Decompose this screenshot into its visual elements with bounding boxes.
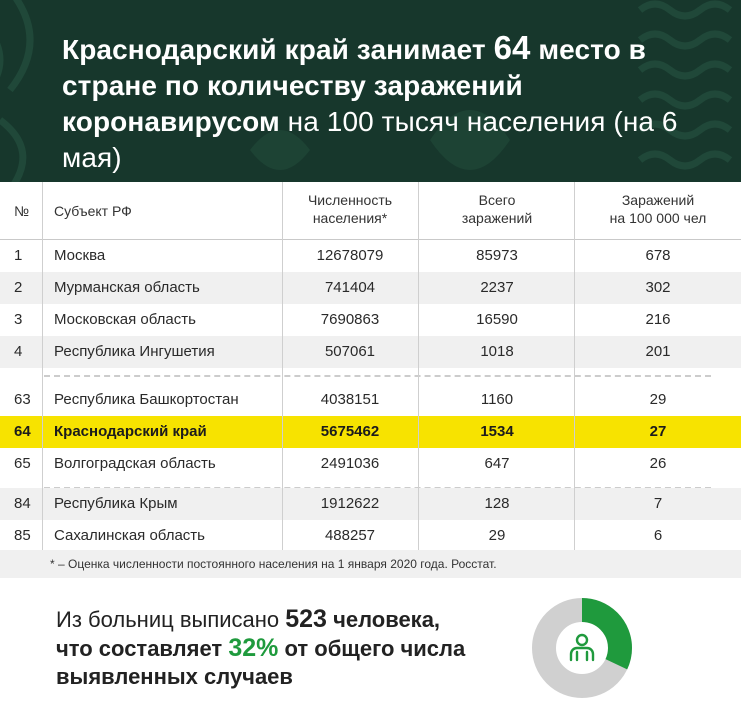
row-total: 647 [484, 455, 510, 472]
row-per100k: 26 [649, 455, 667, 472]
table-row [0, 520, 741, 552]
header-num: № [14, 203, 30, 219]
row-subject: Волгоградская область [54, 455, 216, 472]
table-footnote: * – Оценка численности постоянного населения на 1 января 2020 года. Росстат. [0, 550, 741, 578]
row-total: 128 [484, 495, 510, 512]
table-header [0, 182, 741, 240]
row-total: 1018 [480, 343, 514, 360]
row-population: 1912622 [320, 495, 380, 512]
table-row [0, 304, 741, 336]
header-population-line2: населения* [312, 210, 388, 226]
person-icon [571, 635, 593, 660]
header-total-line2: заражений [461, 210, 533, 226]
row-total: 1160 [480, 391, 514, 408]
row-gap-separator [0, 368, 741, 384]
row-population: 741404 [324, 279, 376, 296]
row-num: 1 [14, 247, 23, 264]
row-per100k: 216 [645, 311, 671, 328]
row-num: 3 [14, 311, 23, 328]
row-num: 65 [14, 455, 31, 472]
column-divider [282, 182, 283, 552]
row-subject: Сахалинская область [54, 527, 205, 544]
row-per100k: 29 [649, 391, 667, 408]
summary-line2 [56, 634, 526, 663]
headline-rank: 64 [493, 29, 531, 66]
row-subject: Республика Башкортостан [54, 391, 239, 408]
row-population: 5675462 [320, 423, 380, 440]
summary-line1 [56, 605, 526, 634]
summary-line2-b: от общего числа [278, 636, 466, 661]
column-divider [574, 182, 575, 552]
summary-line1-b: человека, [326, 607, 441, 632]
row-per100k: 201 [645, 343, 671, 360]
header-population [290, 191, 410, 227]
row-num: 85 [14, 527, 31, 544]
row-population: 488257 [324, 527, 376, 544]
row-subject: Республика Крым [54, 495, 178, 512]
row-per100k: 7 [653, 495, 663, 512]
table-row [0, 488, 741, 520]
table-row [0, 336, 741, 368]
row-num: 64 [14, 423, 31, 440]
header-per100k-line2: на 100 000 чел [609, 210, 707, 226]
row-total: 29 [488, 527, 506, 544]
discharged-donut-chart [531, 597, 633, 699]
row-per100k: 27 [649, 423, 667, 440]
header-per100k [592, 191, 724, 227]
row-subject: Москва [54, 247, 106, 264]
row-total: 2237 [480, 279, 514, 296]
row-per100k: 678 [645, 247, 671, 264]
row-num: 4 [14, 343, 23, 360]
headline-part2: место в стране по количеству заражений коронавирусом [62, 34, 646, 137]
column-divider [42, 182, 43, 552]
header-banner [0, 0, 741, 182]
row-population: 12678079 [316, 247, 384, 264]
row-total: 85973 [476, 247, 518, 264]
headline-part3: на 100 тысяч населения (на 6 мая) [62, 106, 678, 173]
summary-line3: выявленных случаев [56, 664, 293, 689]
row-subject: Республика Ингушетия [54, 343, 215, 360]
row-num: 2 [14, 279, 23, 296]
row-population: 2491036 [320, 455, 380, 472]
summary-count: 523 [285, 605, 327, 633]
header-subject: Субъект РФ [54, 203, 132, 219]
header-per100k-line1: Заражений [621, 192, 695, 208]
row-population: 7690863 [320, 311, 380, 328]
row-subject: Мурманская область [54, 279, 200, 296]
row-subject: Краснодарский край [54, 423, 207, 440]
row-total: 16590 [476, 311, 518, 328]
summary-percent: 32% [228, 634, 279, 662]
header-total [437, 191, 557, 227]
summary-line2-a: что составляет [56, 636, 229, 661]
row-num: 63 [14, 391, 31, 408]
table-row [0, 272, 741, 304]
column-divider [418, 182, 419, 552]
header-total-line1: Всего [478, 192, 516, 208]
summary-line1-a: Из больниц выписано [56, 607, 286, 632]
headline [62, 30, 732, 176]
table-row [0, 240, 741, 272]
row-num: 84 [14, 495, 31, 512]
row-total: 1534 [480, 423, 514, 440]
discharged-summary [56, 605, 526, 691]
row-population: 4038151 [320, 391, 380, 408]
row-subject: Московская область [54, 311, 196, 328]
row-per100k: 302 [645, 279, 671, 296]
row-population: 507061 [324, 343, 376, 360]
header-population-line1: Численность [307, 192, 393, 208]
headline-part1: Краснодарский край занимает [62, 34, 494, 65]
table-row [0, 384, 741, 416]
table-row-highlighted [0, 416, 741, 448]
table-row [0, 448, 741, 480]
row-per100k: 6 [653, 527, 663, 544]
